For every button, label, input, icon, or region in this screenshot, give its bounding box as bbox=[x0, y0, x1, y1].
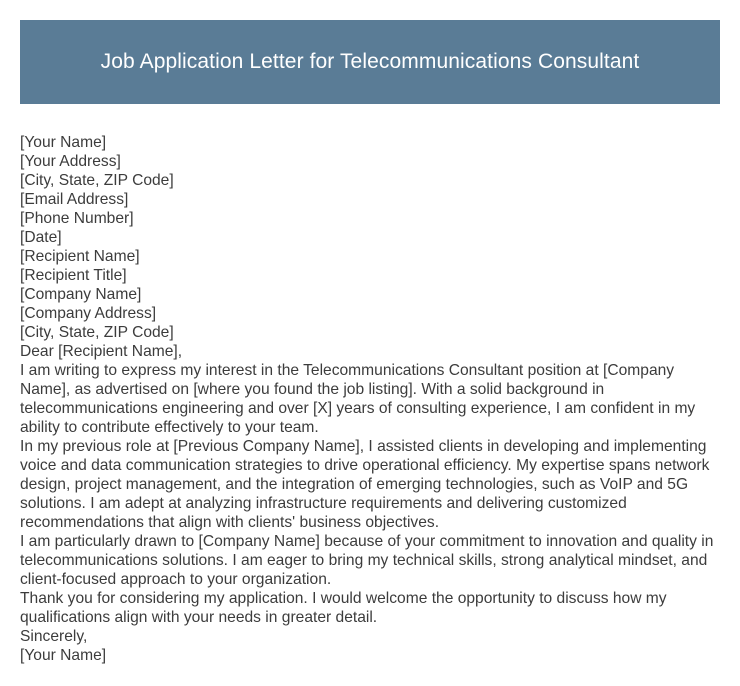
sender-name: [Your Name] bbox=[20, 134, 107, 151]
closing: Sincerely, bbox=[20, 628, 88, 645]
paragraph-thanks: Thank you for considering my application. I would welcome the opportunity to discuss how my qualifications align with your needs in greater detail. bbox=[20, 590, 667, 626]
sender-city-state-zip: [City, State, ZIP Code] bbox=[20, 172, 174, 189]
recipient-company: [Company Name] bbox=[20, 286, 142, 303]
page-title: Job Application Letter for Telecommunications Consultant bbox=[100, 50, 640, 73]
paragraph-experience: In my previous role at [Previous Company Name], I assisted clients in developing and implementing voice and data communication strategies to drive operational efficiency. My expertise spans network design, project management, and the integration of emerging technologies, such as VoIP and 5G solutions. I am adept at analyzing infrastructure requirements and delivering customized recommendations that align with clients' business objectives. bbox=[20, 438, 710, 531]
recipient-title: [Recipient Title] bbox=[20, 267, 127, 284]
sender-address: [Your Address] bbox=[20, 153, 121, 170]
letter-date: [Date] bbox=[20, 229, 62, 246]
title-banner bbox=[20, 20, 720, 104]
paragraph-motivation: I am particularly drawn to [Company Name] because of your commitment to innovation and quality in telecommunications solutions. I am eager to bring my technical skills, strong analytical mindset, and client-focused approach to your organization. bbox=[20, 533, 714, 588]
sender-phone: [Phone Number] bbox=[20, 210, 134, 227]
recipient-name: [Recipient Name] bbox=[20, 248, 140, 265]
salutation: Dear [Recipient Name], bbox=[20, 343, 183, 360]
sender-email: [Email Address] bbox=[20, 191, 129, 208]
recipient-address: [Company Address] bbox=[20, 305, 157, 322]
recipient-city-state-zip: [City, State, ZIP Code] bbox=[20, 324, 174, 341]
letter-body bbox=[20, 133, 725, 665]
signature: [Your Name] bbox=[20, 647, 107, 664]
paragraph-intro: I am writing to express my interest in the Telecommunications Consultant position at [Company Name], as advertised on [where you found the job listing]. With a solid background in telecommunications engineering and over [X] years of consulting experience, I am confident in my ability to contribute effectively to your team. bbox=[20, 362, 696, 436]
